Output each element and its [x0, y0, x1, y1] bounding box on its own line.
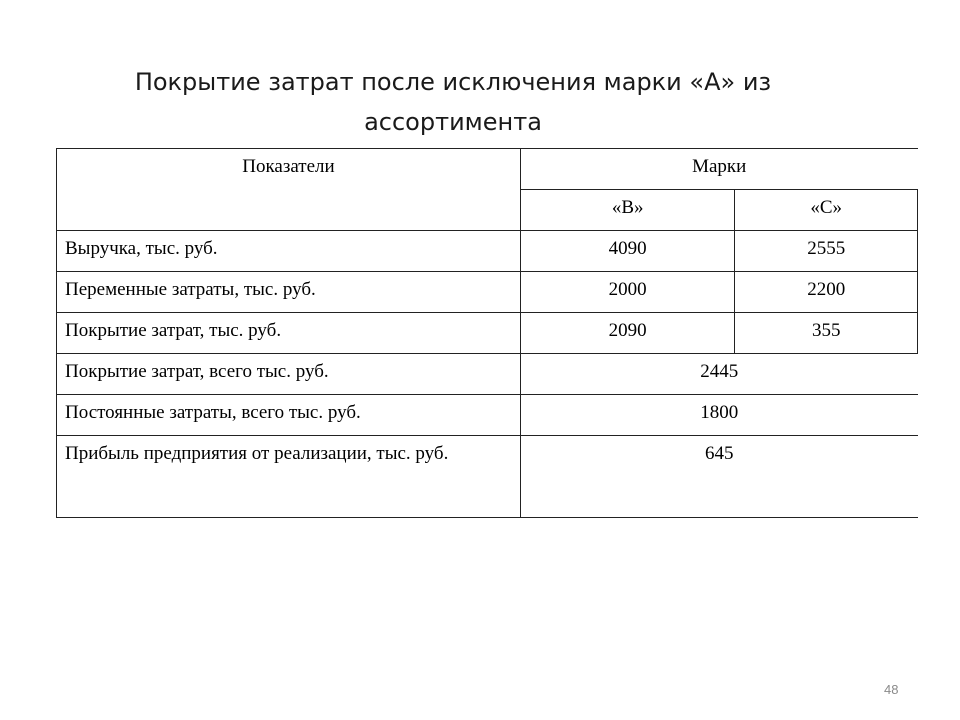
header-indicators: Показатели: [57, 149, 521, 231]
header-brands: Марки: [520, 149, 917, 190]
row-value-b: 2090: [520, 313, 734, 354]
row-label: Переменные затраты, тыс. руб.: [57, 272, 521, 313]
row-label: Покрытие затрат, тыс. руб.: [57, 313, 521, 354]
row-value-total: 2445: [520, 354, 917, 395]
slide-title-line-1: Покрытие затрат после исключения марки «А» из: [134, 68, 772, 96]
header-brand-c: «С»: [735, 190, 918, 231]
table-row-profit: [57, 436, 918, 518]
row-label: Прибыль предприятия от реализации, тыс. руб.: [57, 436, 521, 518]
row-value-b: 2000: [520, 272, 734, 313]
slide-title: [0, 62, 906, 142]
slide-title-line-2: ассортимента: [364, 108, 542, 136]
row-value-c: 2200: [735, 272, 918, 313]
row-label: Постоянные затраты, всего тыс. руб.: [57, 395, 521, 436]
row-value-b: 4090: [520, 231, 734, 272]
row-value-total: 645: [520, 436, 917, 518]
table-row-variable-costs: [57, 272, 918, 313]
page-number: 48: [884, 682, 899, 697]
row-value-c: 355: [735, 313, 918, 354]
cost-coverage-table: [56, 148, 918, 518]
table-header-row: [57, 149, 918, 190]
row-value-c: 2555: [735, 231, 918, 272]
table-row-total-coverage: [57, 354, 918, 395]
header-brand-b: «В»: [520, 190, 734, 231]
table-row-revenue: [57, 231, 918, 272]
row-label: Выручка, тыс. руб.: [57, 231, 521, 272]
row-value-total: 1800: [520, 395, 917, 436]
table-row-fixed-costs: [57, 395, 918, 436]
table-row-cost-coverage: [57, 313, 918, 354]
row-label: Покрытие затрат, всего тыс. руб.: [57, 354, 521, 395]
